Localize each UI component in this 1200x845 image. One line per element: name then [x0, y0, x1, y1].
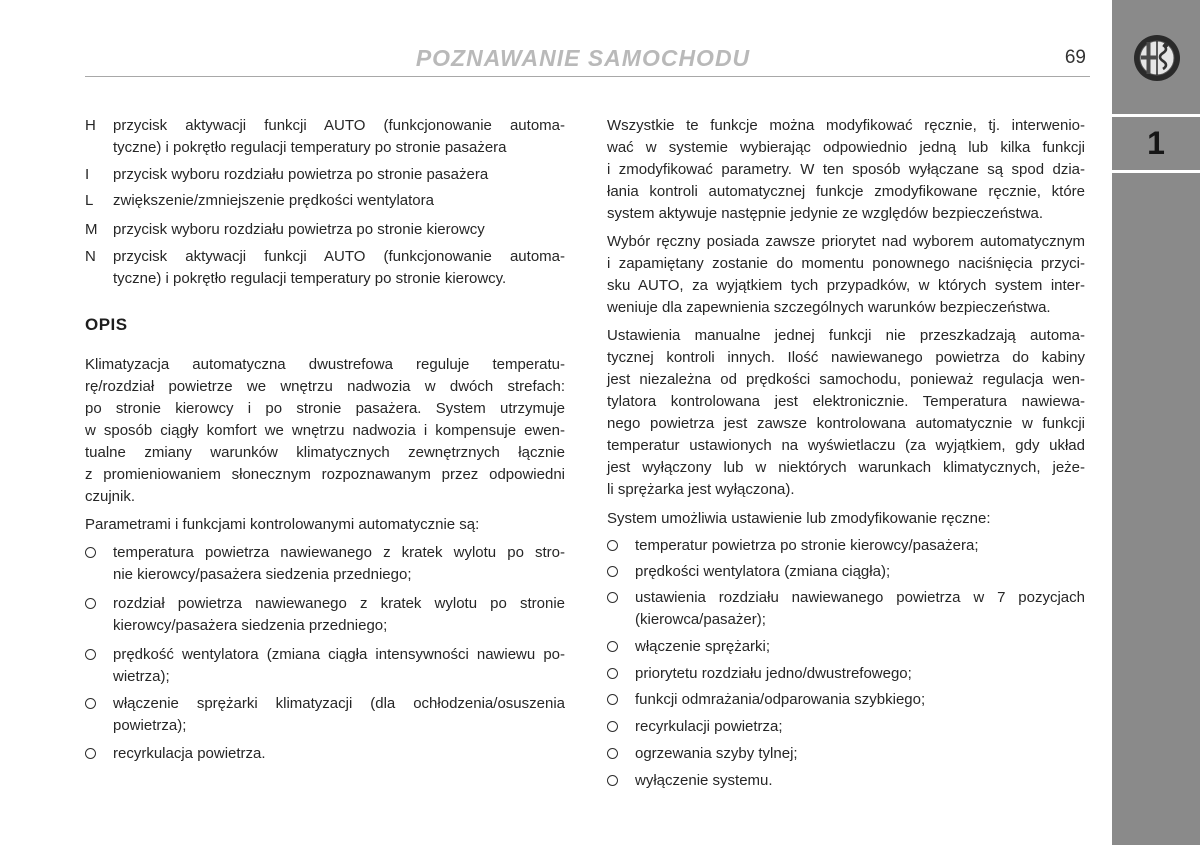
legend-key: I: [85, 166, 90, 183]
bullet-icon: [607, 694, 618, 705]
text-line: jest niezależna od prędkości samochodu, ponieważ regulacja wen-: [607, 371, 1085, 388]
text-line: recyrkulacja powietrza.: [113, 745, 266, 762]
bullet-icon: [607, 641, 618, 652]
text-line: i zapamiętany zostanie do momentu ponownego naciśnięcia przyci-: [607, 255, 1085, 272]
list-item-text: [635, 561, 1085, 583]
text-line: tyczne) i pokrętło regulacji temperatury po stronie pasażera: [113, 139, 507, 156]
text-line: wietrza);: [113, 668, 170, 685]
list-item-text: [635, 636, 1085, 658]
text-line: recyrkulacji powietrza;: [635, 718, 783, 735]
text-line: i zmodyfikować parametry. W ten sposób wyłączane są spod dzia-: [607, 161, 1085, 178]
text-line: rozdział powietrza nawiewanego z kratek wylotu po stronie: [113, 595, 565, 612]
text-line: priorytetu rozdziału jedno/dwustrefowego;: [635, 665, 912, 682]
bullet-icon: [607, 540, 618, 551]
text-line: jest wyłączony lub w niektórych warunkach klimatycznych, jeże-: [607, 459, 1085, 476]
bullet-icon: [607, 748, 618, 759]
text-line: li sprężarka jest wyłączona).: [607, 481, 795, 498]
text-line: prędkości wentylatora (zmiana ciągła);: [635, 563, 891, 580]
bullet-icon: [85, 598, 96, 609]
legend-key: M: [85, 221, 98, 238]
legend-item: [85, 246, 565, 292]
text-line: czujnik.: [85, 488, 136, 505]
bullet-icon: [607, 592, 618, 603]
text-line: nie kierowcy/pasażera siedzenia przedniego;: [113, 566, 412, 583]
sidebar-divider: [1112, 114, 1200, 117]
running-header-title: POZNAWANIE SAMOCHODU: [415, 45, 751, 71]
text-line: Klimatyzacja automatyczna dwustrefowa reguluje temperatu-: [85, 356, 565, 373]
text-line: z promieniowaniem słonecznym rozpoznawanym przez odpowiedni: [85, 466, 565, 483]
text-line: łania kontroli automatycznej funkcje zmodyfikowane ręcznie, które: [607, 183, 1085, 200]
text-line: tycznej kontroli innych. Ilość nawiewanego powietrza do kabiny: [607, 349, 1085, 366]
list-item-text: [113, 542, 565, 586]
legend-key: L: [85, 192, 94, 209]
brand-emblem-icon: [1133, 34, 1181, 82]
bullet-icon: [85, 547, 96, 558]
text-line: tyczne) i pokrętło regulacji temperatury po stronie kierowcy.: [113, 270, 507, 287]
legend-key: H: [85, 117, 96, 134]
legend-item: [85, 190, 565, 212]
body-paragraph: [607, 231, 1085, 319]
text-line: Parametrami i funkcjami kontrolowanymi automatycznie są:: [85, 516, 480, 533]
text-line: wyłączenie systemu.: [635, 772, 773, 789]
legend-item: [85, 164, 565, 186]
text-line: funkcji odmrażania/odparowania szybkiego;: [635, 691, 926, 708]
text-line: temperatura powietrza nawiewanego z kratek wylotu po stro-: [113, 544, 565, 561]
text-line: wać w systemie wybierając odpowiednio jedną lub kilka funkcji: [607, 139, 1085, 156]
manual-lead: [607, 508, 1085, 530]
text-line: ogrzewania szyby tylnej;: [635, 745, 798, 762]
bullet-icon: [607, 775, 618, 786]
body-paragraph: [607, 115, 1085, 225]
bullet-icon: [85, 748, 96, 759]
page-number: 69: [1064, 47, 1086, 68]
list-item-text: [635, 743, 1085, 765]
chapter-number: 1: [1147, 125, 1165, 161]
text-line: nego powietrza jest zawsze kontrolowana automatycznie w funkcji: [607, 415, 1085, 432]
list-item-text: [635, 663, 1085, 685]
text-line: przycisk aktywacji funkcji AUTO (funkcjonowanie automa-: [113, 117, 565, 134]
text-line: włączenie sprężarki;: [635, 638, 771, 655]
legend-text: [113, 246, 565, 290]
header-rule: [85, 76, 1090, 77]
text-line: temperatur powietrza po stronie kierowcy/pasażera;: [635, 537, 979, 554]
text-line: prędkość wentylatora (zmiana ciągła intensywności nawiewu po-: [113, 646, 565, 663]
text-line: temperatur ustawionych na wyświetlaczu (za wyjątkiem, gdy układ: [607, 437, 1085, 454]
legend-item: [85, 115, 565, 159]
text-line: przycisk wyboru rozdziału powietrza po stronie kierowcy: [113, 221, 485, 238]
bullet-icon: [85, 649, 96, 660]
text-line: po stronie kierowcy i po stronie pasażera. System utrzymuje: [85, 400, 565, 417]
chapter-sidebar: [1112, 0, 1200, 845]
text-line: kierowcy/pasażera siedzenia przedniego;: [113, 617, 388, 634]
params-lead: [85, 514, 565, 536]
bullet-icon: [607, 566, 618, 577]
list-item-text: [635, 535, 1085, 557]
list-item-text: [113, 743, 565, 765]
list-item-text: [635, 716, 1085, 738]
text-line: Wszystkie te funkcje można modyfikować ręcznie, tj. interwenio-: [607, 117, 1085, 134]
sidebar-divider: [1112, 170, 1200, 173]
bullet-icon: [607, 721, 618, 732]
list-item-text: [113, 593, 565, 637]
text-line: włączenie sprężarki klimatyzacji (dla ochłodzenia/osuszenia: [113, 695, 565, 712]
text-line: system aktywuje następnie jedynie ze względów bezpieczeństwa.: [607, 205, 1044, 222]
text-line: (kierowca/pasażer);: [635, 611, 766, 628]
list-item-text: [635, 689, 1085, 711]
legend-key: N: [85, 248, 96, 265]
body-paragraph: [607, 325, 1085, 501]
text-line: tualne zmiany warunków klimatycznych zewnętrznych łącznie: [85, 444, 565, 461]
text-line: sku AUTO, za wyjątkiem tych przypadków, w których system inter-: [607, 277, 1085, 294]
list-item-text: [635, 770, 1085, 792]
legend-text: [113, 164, 565, 186]
text-line: ustawienia rozdziału nawiewanego powietrza w 7 pozycjach: [635, 589, 1085, 606]
bullet-icon: [607, 668, 618, 679]
legend-text: [113, 115, 565, 159]
intro-paragraph: [85, 354, 565, 508]
text-line: tylatora kontrolowana jest elektronicznie. Temperatura nawiewa-: [607, 393, 1085, 410]
list-item-text: [113, 644, 565, 688]
text-line: zwiększenie/zmniejszenie prędkości wentylatora: [113, 192, 434, 209]
list-item-text: [113, 693, 565, 737]
text-line: Ustawienia manualne jednej funkcji nie przeszkadzają automa-: [607, 327, 1085, 344]
legend-item: [85, 219, 565, 241]
section-heading: OPIS: [85, 315, 128, 334]
text-line: w sposób ciągły komfort we wnętrzu nadwozia i kompensuje ewen-: [85, 422, 565, 439]
text-line: Wybór ręczny posiada zawsze priorytet nad wyborem automatycznym: [607, 233, 1085, 250]
bullet-icon: [85, 698, 96, 709]
text-line: rę/rozdział powietrze we wnętrzu nadwozia w dwóch strefach:: [85, 378, 565, 395]
legend-text: [113, 219, 565, 241]
text-line: weniuje dla zapewnienia szczególnych warunków bezpieczeństwa.: [607, 299, 1051, 316]
text-line: przycisk aktywacji funkcji AUTO (funkcjonowanie automa-: [113, 248, 565, 265]
text-line: przycisk wyboru rozdziału powietrza po stronie pasażera: [113, 166, 489, 183]
text-line: powietrza);: [113, 717, 187, 734]
list-item-text: [635, 587, 1085, 631]
legend-text: [113, 190, 565, 212]
text-line: System umożliwia ustawienie lub zmodyfikowanie ręczne:: [607, 510, 991, 527]
